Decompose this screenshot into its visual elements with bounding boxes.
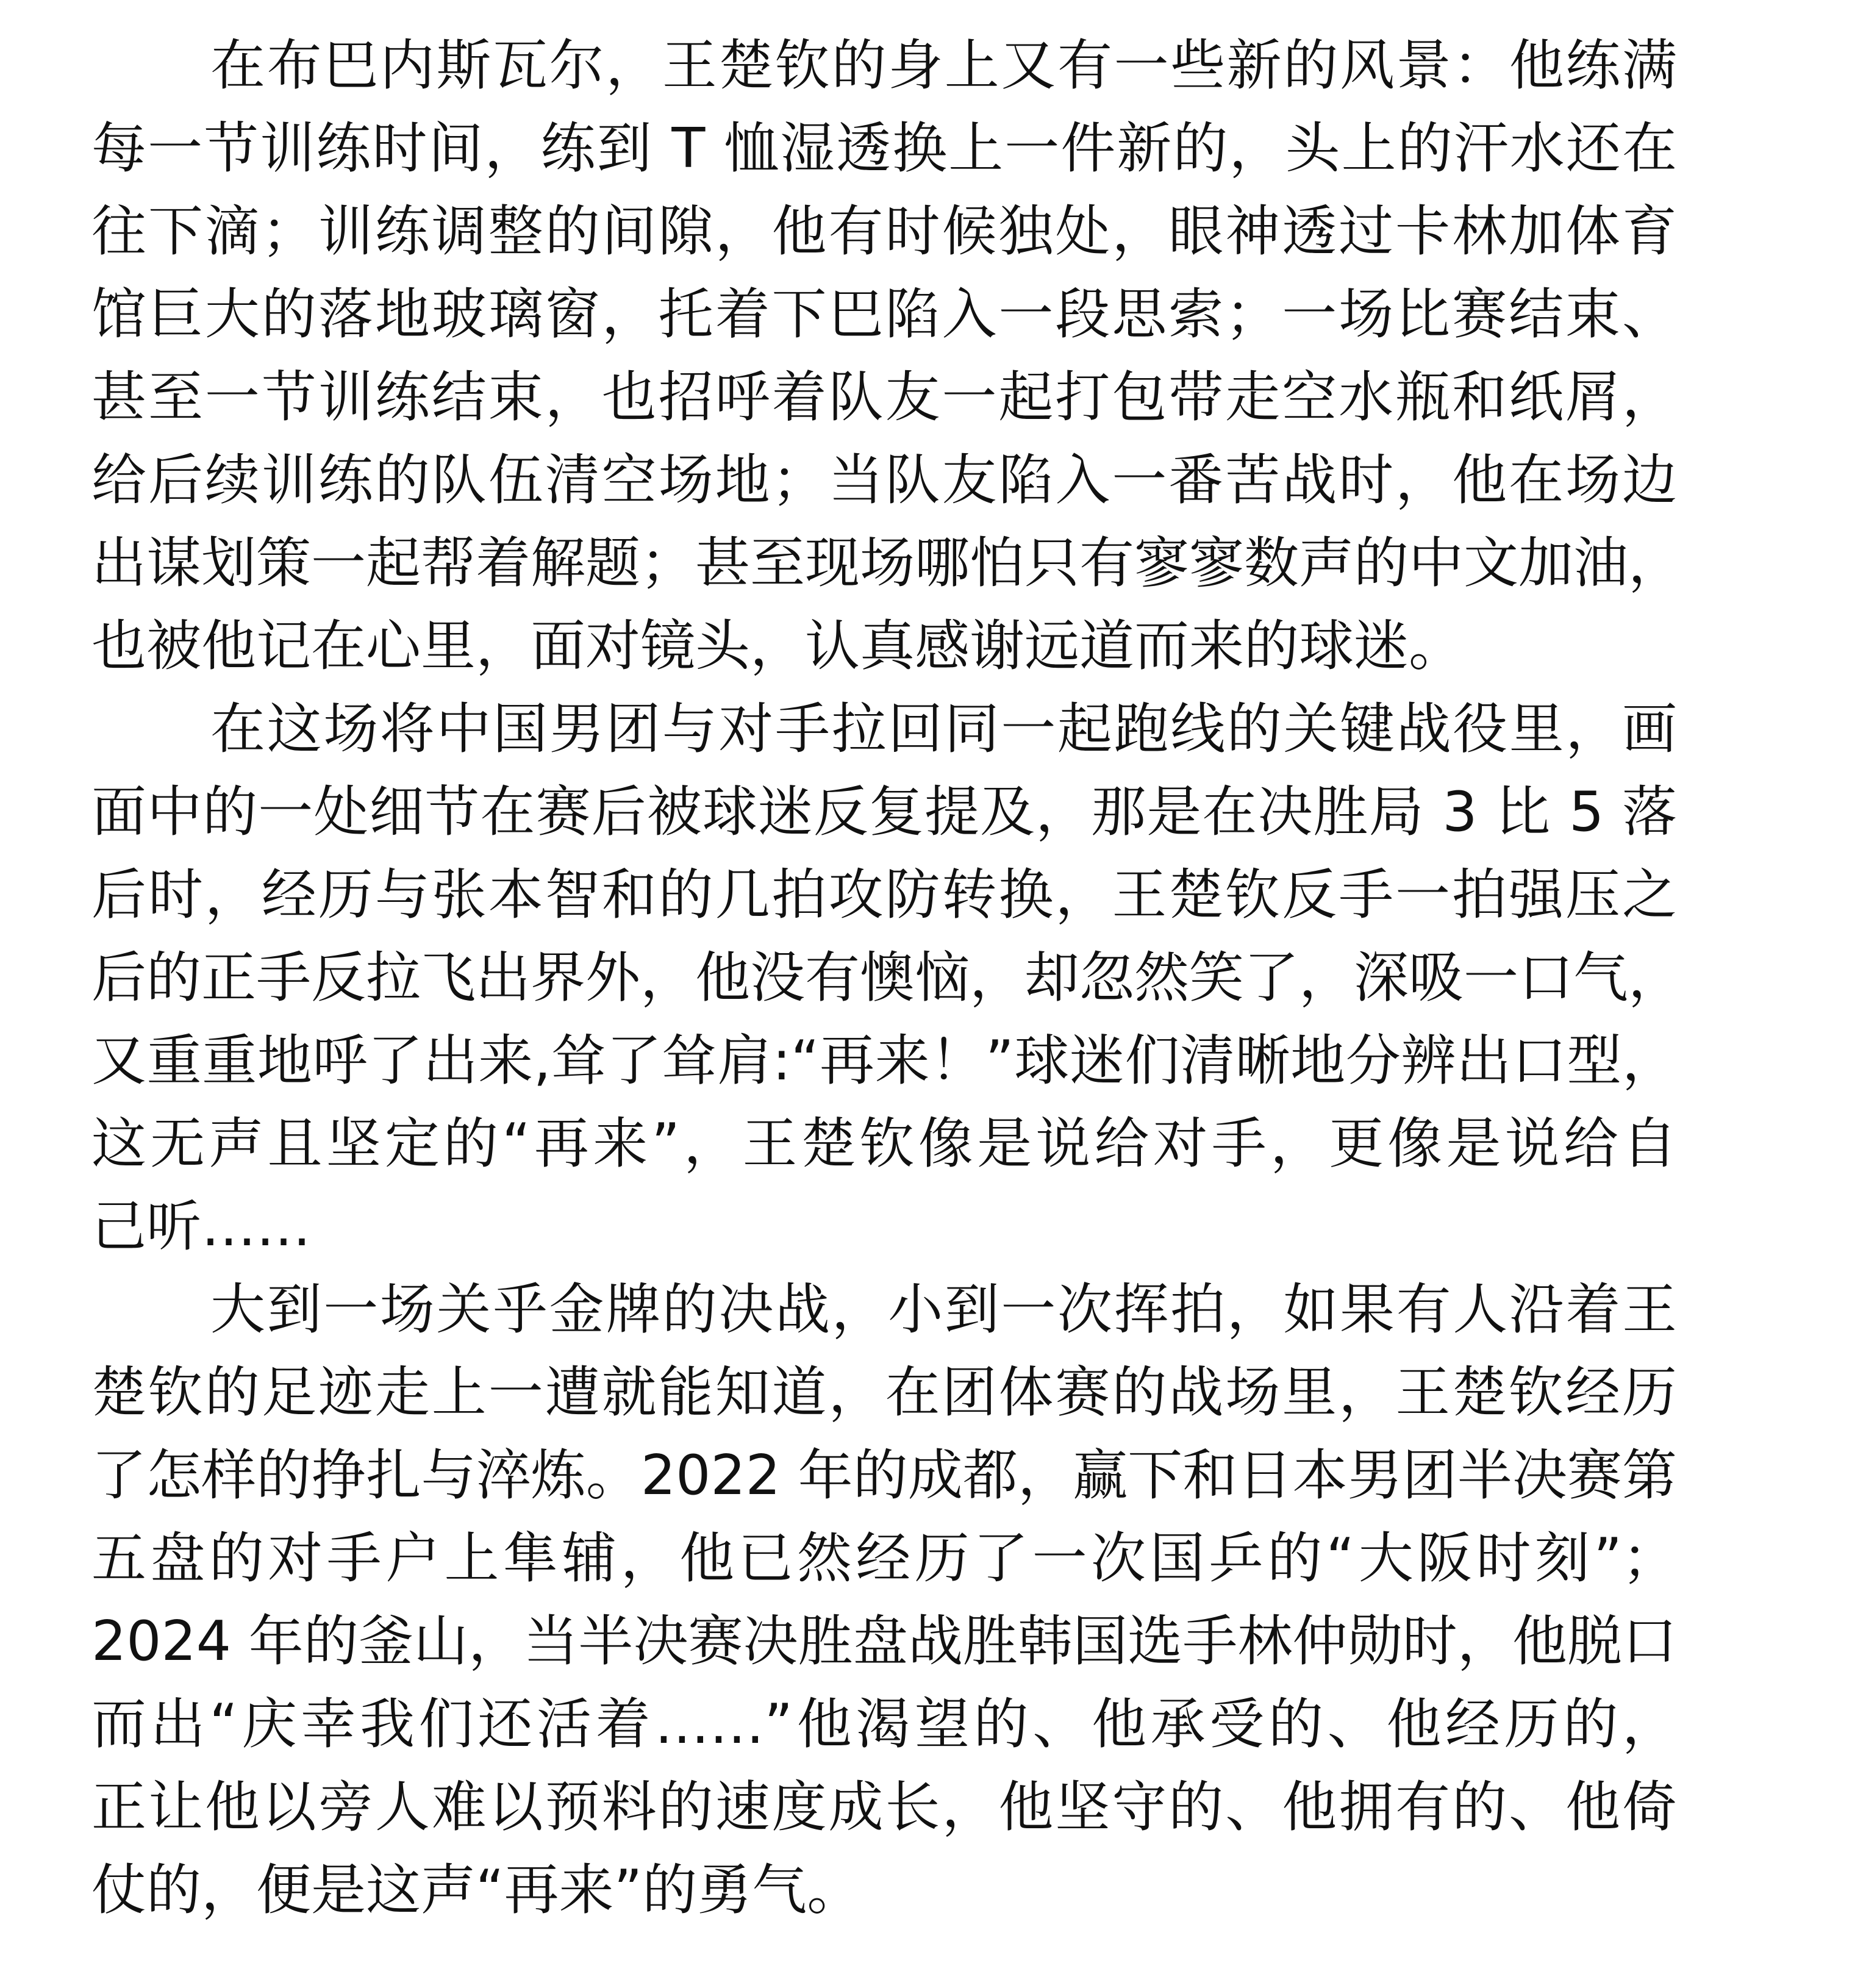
paragraph-2-line-3: 后时，经历与张本智和的几拍攻防转换，王楚钦反手一拍强压之 <box>91 863 1677 927</box>
paragraph-2-line-2: 面中的一处细节在赛后被球迷反复提及，那是在决胜局 3 比 5 落 <box>91 780 1677 844</box>
paragraph-1-line-5: 甚至一节训练结束，也招呼着队友一起打包带走空水瓶和纸屑， <box>91 365 1677 429</box>
paragraph-1-line-4: 馆巨大的落地玻璃窗，托着下巴陷入一段思索；一场比赛结束、 <box>91 282 1677 346</box>
paragraph-1-line-7: 出谋划策一起帮着解题；甚至现场哪怕只有寥寥数声的中文加油， <box>91 531 1683 595</box>
paragraph-1-line-2: 每一节训练时间，练到 T 恤湿透换上一件新的，头上的汗水还在 <box>91 116 1677 181</box>
paragraph-1-line-1: 在布巴内斯瓦尔，王楚钦的身上又有一些新的风景：他练满 <box>210 34 1677 98</box>
paragraph-3-line-6: 而出“庆幸我们还活着……”他渴望的、他承受的、他经历的， <box>91 1692 1677 1756</box>
paragraph-1-line-8: 也被他记在心里，面对镜头，认真感谢远道而来的球迷。 <box>91 614 1464 678</box>
paragraph-3-line-1: 大到一场关乎金牌的决战，小到一次挥拍，如果有人沿着王 <box>210 1278 1677 1342</box>
paragraph-3-line-4: 五盘的对手户上隼辅，他已然经历了一次国乒的“大阪时刻”； <box>91 1526 1677 1590</box>
paragraph-3-line-8: 仗的，便是这声“再来”的勇气。 <box>91 1858 862 1922</box>
paragraph-2-line-6: 这无声且坚定的“再来”，王楚钦像是说给对手，更像是说给自 <box>91 1112 1677 1176</box>
paragraph-1-line-3: 往下滴；训练调整的间隙，他有时候独处，眼神透过卡林加体育 <box>91 199 1677 263</box>
paragraph-3-line-5: 2024 年的釜山，当半决赛决胜盘战胜韩国选手林仲勋时，他脱口 <box>91 1609 1677 1673</box>
paragraph-3-line-7: 正让他以旁人难以预料的速度成长，他坚守的、他拥有的、他倚 <box>91 1775 1677 1839</box>
paragraph-2-line-1: 在这场将中国男团与对手拉回同一起跑线的关键战役里，画 <box>210 697 1677 761</box>
paragraph-2-line-4: 后的正手反拉飞出界外，他没有懊恼，却忽然笑了，深吸一口气， <box>91 946 1683 1010</box>
paragraph-2-line-5: 又重重地呼了出来,耸了耸肩:“再来！”球迷们清晰地分辨出口型， <box>91 1029 1677 1093</box>
paragraph-3-line-3: 了怎样的挣扎与淬炼。2022 年的成都，赢下和日本男团半决赛第 <box>91 1443 1677 1507</box>
paragraph-2-line-7: 己听…… <box>91 1195 311 1259</box>
paragraph-1-line-6: 给后续训练的队伍清空场地；当队友陷入一番苦战时，他在场边 <box>91 448 1677 512</box>
paragraph-3-line-2: 楚钦的足迹走上一遭就能知道，在团体赛的战场里，王楚钦经历 <box>91 1360 1677 1425</box>
